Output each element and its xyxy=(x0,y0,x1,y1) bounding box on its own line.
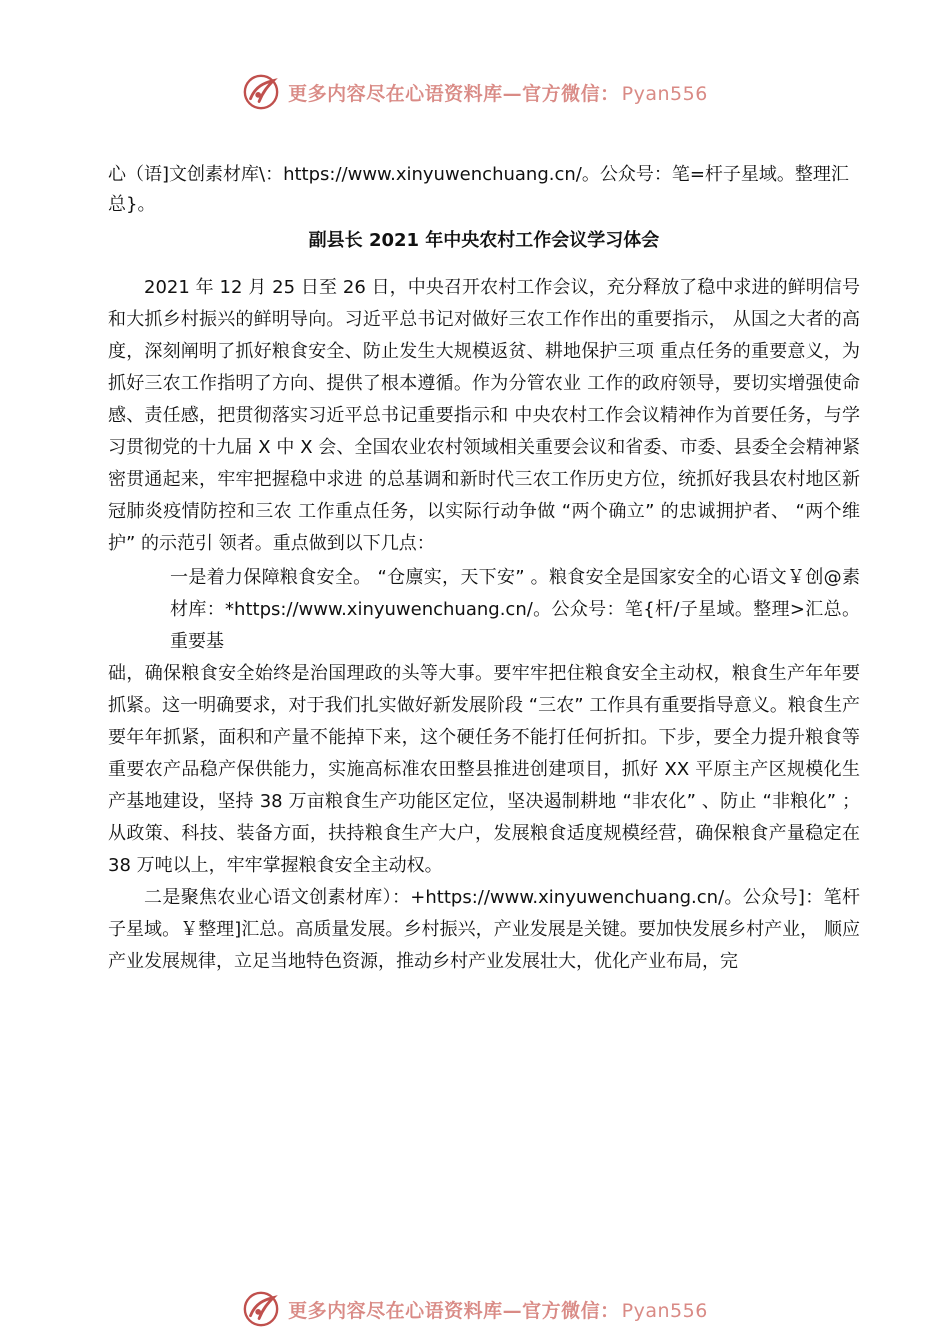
brand-logo-icon xyxy=(242,1290,280,1328)
banner-text xyxy=(288,79,708,106)
banner-handle: Pyan556 xyxy=(621,1299,708,1322)
paragraph-3: 二是聚焦农业心语文创素材库）：+https://www.xinyuwenchuang.cn/。公众号]：笔杆子星域。￥整理]汇总。高质量发展。乡村振兴，产业发展是关键。要加快发展乡村产业， 顺应产业发展规律，立足当地特色资源，推动乡村产业发展壮大，优化产业布局，完 xyxy=(108,887,860,972)
banner-handle: Pyan556 xyxy=(621,82,708,105)
header-banner xyxy=(0,70,950,114)
document-body xyxy=(108,160,860,978)
banner-slogan: 更多内容尽在心语资料库—官方微信： xyxy=(288,82,620,105)
banner-text xyxy=(288,1296,708,1323)
paragraph-2-lead: 一是着力保障粮食安全。 “仓廪实，天下安” 。粮食安全是国家安全的心语文￥创@素材库：*https://www.xinyuwenchuang.cn/。公众号：笔{杆/子星域。整理>汇总。重要基 xyxy=(170,567,860,652)
paragraph-2-body: 础，确保粮食安全始终是治国理政的头等大事。要牢牢把住粮食安全主动权，粮食生产年年要抓紧。这一明确要求，对于我们扎实做好新发展阶段 “三农” 工作具有重要指导意义。粮食生产要年年抓紧，面积和产量不能掉下来，这个硬任务不能打任何折扣。下步，要全力提升粮食等重要农产品稳产保供能力，实施高标准农田整县推进创建项目，抓好 XX 平原主产区规模化生产基地建设，坚持 38 万亩粮食生产功能区定位，坚决遏制耕地 “非农化” 、防止 “非粮化” ；从政策、科技、装备方面，扶持粮食生产大户，发展粮食适度规模经营，确保粮食产量稳定在 38 万吨以上，牢牢掌握粮食安全主动权。 xyxy=(108,663,860,876)
paragraph-1: 2021 年 12 月 25 日至 26 日，中央召开农村工作会议，充分释放了稳中求进的鲜明信号和大抓乡村振兴的鲜明导向。习近平总书记对做好三农工作作出的重要指示， 从国之大者的高度，深刻阐明了抓好粮食安全、防止发生大规模返贫、耕地保护三项 重点任务的重要意义，为抓好三农工作指明了方向、提供了根本遵循。作为分管农业 工作的政府领导，要切实增强使命感、责任感，把贯彻落实习近平总书记重要指示和 中央农村工作会议精神作为首要任务，与学习贯彻党的十九届 X 中 X 会、全国农业农村领域相关重要会议和省委、市委、县委全会精神紧密贯通起来，牢牢把握稳中求进 的总基调和新时代三农工作历史方位，统抓好我县农村地区新冠肺炎疫情防控和三农 工作重点任务，以实际行动争做 “两个确立” 的忠诚拥护者、 “两个维护” 的示范引 领者。重点做到以下几点： xyxy=(108,277,860,554)
document-title: 副县长 2021 年中央农村工作会议学习体会 xyxy=(308,230,660,251)
footer-banner xyxy=(0,1287,950,1331)
brand-logo-icon xyxy=(242,73,280,111)
intro-line: 心（语]文创素材库\：https://www.xinyuwenchuang.cn/。公众号：笔=杆子星域。整理汇总}。 xyxy=(108,164,849,215)
banner-slogan: 更多内容尽在心语资料库—官方微信： xyxy=(288,1299,620,1322)
